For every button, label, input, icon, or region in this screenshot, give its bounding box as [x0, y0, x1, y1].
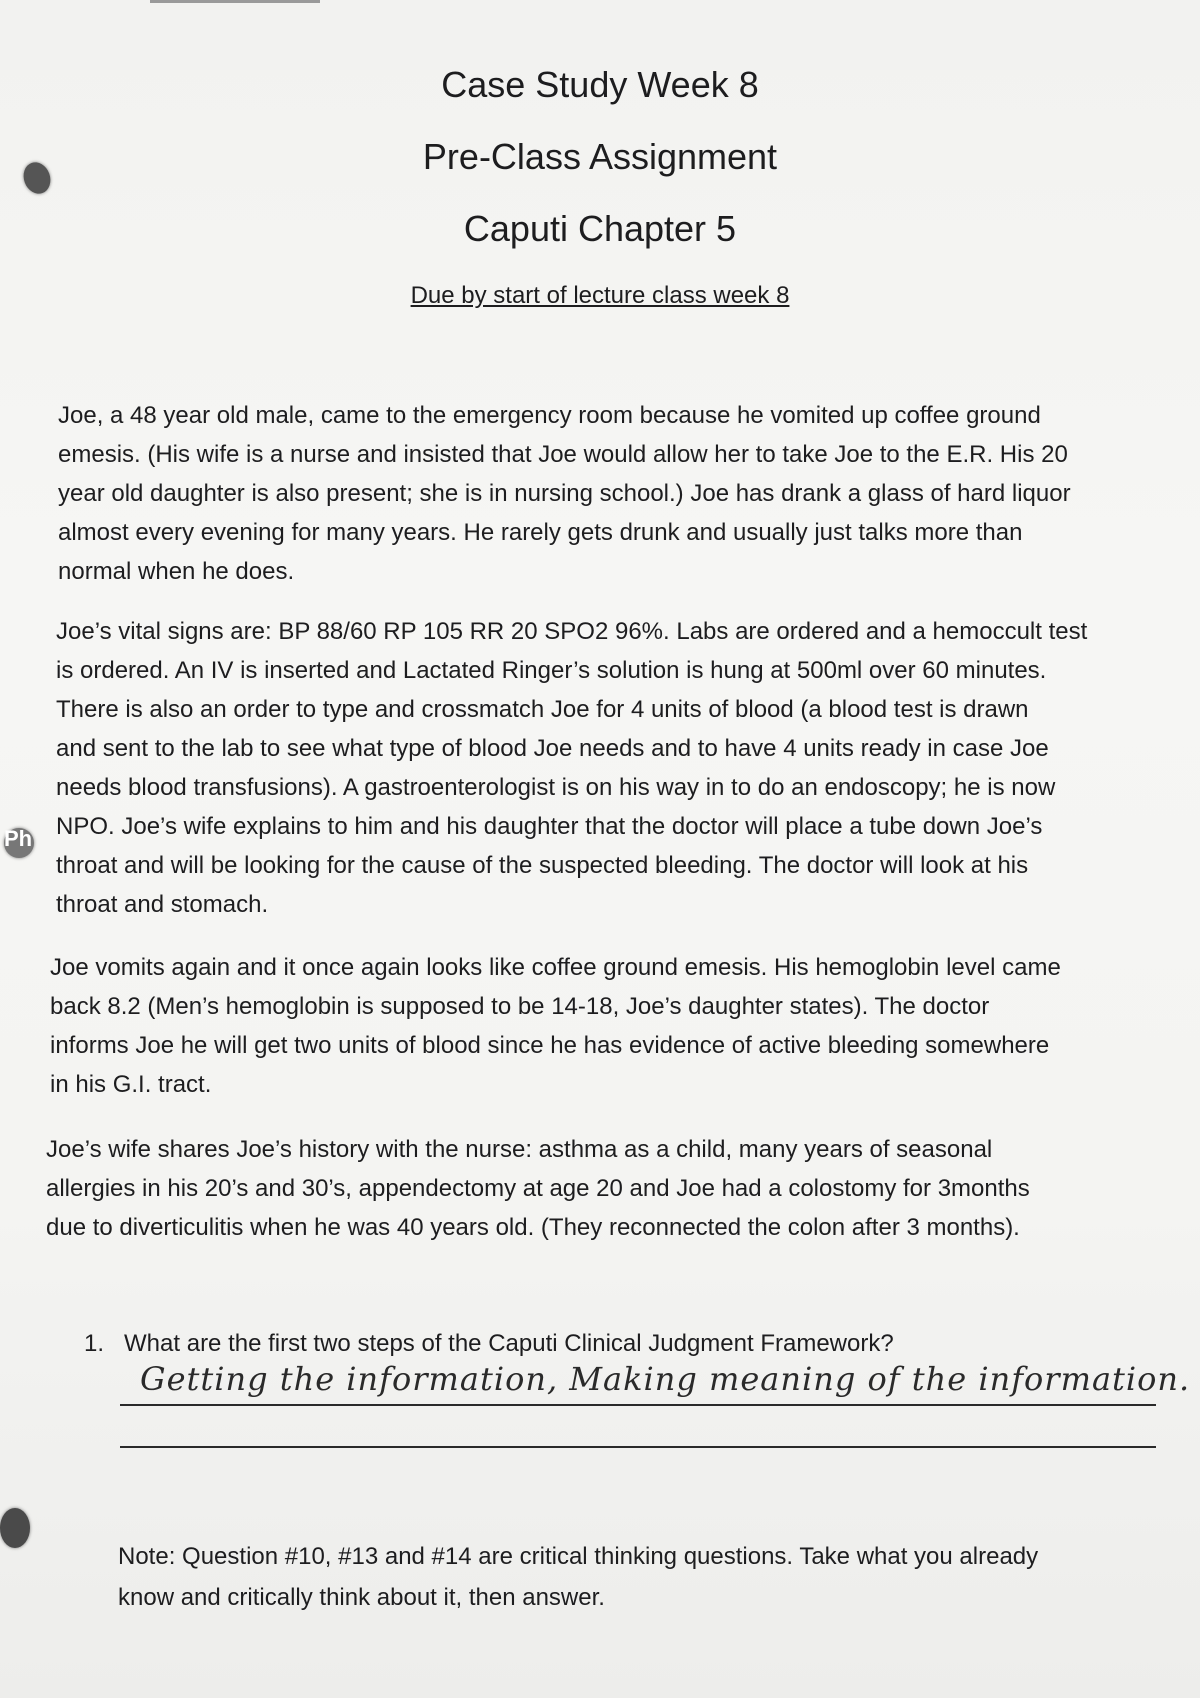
text-line: throat and stomach.: [56, 891, 269, 918]
text-line: normal when he does.: [58, 558, 295, 585]
page-title: Case Study Week 8: [441, 64, 759, 105]
text-line: There is also an order to type and crossmatch Joe for 4 units of blood (a blood test is drawn: [56, 696, 1029, 723]
answer-line-2: [120, 1446, 1156, 1448]
answer-line-1: [120, 1404, 1156, 1406]
text-line: due to diverticulitis when he was 40 years old. (They reconnected the colon after 3 months).: [46, 1214, 1020, 1241]
text-line: Joe’s vital signs are: BP 88/60 RP 105 RR 20 SPO2 96%. Labs are ordered and a hemoccult test: [56, 618, 1088, 645]
text-line: year old daughter is also present; she is in nursing school.) Joe has drank a glass of hard liquor: [58, 480, 1071, 507]
text-line: Note: Question #10, #13 and #14 are critical thinking questions. Take what you already: [118, 1543, 1039, 1570]
text-line: informs Joe he will get two units of blood since he has evidence of active bleeding somewhere: [50, 1032, 1050, 1059]
text-line: NPO. Joe’s wife explains to him and his daughter that the doctor will place a tube down Joe’s: [56, 813, 1043, 840]
text-line: in his G.I. tract.: [50, 1071, 212, 1098]
paragraph-3: [50, 948, 1061, 1104]
text-line: throat and will be looking for the cause of the suspected bleeding. The doctor will look at his: [56, 852, 1029, 879]
question-text: What are the first two steps of the Caputi Clinical Judgment Framework?: [124, 1330, 894, 1357]
text-line: Joe’s wife shares Joe’s history with the nurse: asthma as a child, many years of seasonal: [46, 1136, 993, 1163]
text-line: emesis. (His wife is a nurse and insisted that Joe would allow her to take Joe to the E.R. His 20: [58, 441, 1068, 468]
chapter-heading: Caputi Chapter 5: [463, 208, 737, 249]
due-date: Due by start of lecture class week 8: [410, 282, 790, 309]
text-line: Joe vomits again and it once again looks like coffee ground emesis. His hemoglobin level came: [50, 954, 1061, 981]
text-line: is ordered. An IV is inserted and Lactated Ringer’s solution is hung at 500ml over 60 minutes.: [56, 657, 1047, 684]
question-number: 1.: [84, 1330, 105, 1357]
handwritten-answer: Getting the information, Making meaning of the information.: [140, 1360, 1191, 1398]
text-line: almost every evening for many years. He rarely gets drunk and usually just talks more than: [58, 519, 1023, 546]
text-line: know and critically think about it, then answer.: [118, 1584, 605, 1611]
text-line: back 8.2 (Men’s hemoglobin is supposed to be 14-18, Joe’s daughter states). The doctor: [50, 993, 990, 1020]
punch-hole-bottom: [0, 1508, 30, 1548]
text-line: Joe, a 48 year old male, came to the emergency room because he vomited up coffee ground: [58, 402, 1041, 429]
page-subtitle: Pre-Class Assignment: [422, 136, 778, 177]
text-line: and sent to the lab to see what type of blood Joe needs and to have 4 units ready in case Joe: [56, 735, 1049, 762]
paragraph-4: [46, 1130, 1030, 1247]
question-1: [84, 1330, 894, 1358]
text-line: needs blood transfusions). A gastroenterologist is on his way in to do an endoscopy; he is now: [56, 774, 1056, 801]
critical-thinking-note: [118, 1536, 1038, 1618]
paragraph-1: [58, 396, 1071, 591]
text-line: allergies in his 20’s and 30’s, appendectomy at age 20 and Joe had a colostomy for 3months: [46, 1175, 1030, 1202]
top-edge-rule: [150, 0, 320, 3]
paragraph-2: [56, 612, 1087, 924]
margin-fragment: Ph: [4, 826, 33, 851]
